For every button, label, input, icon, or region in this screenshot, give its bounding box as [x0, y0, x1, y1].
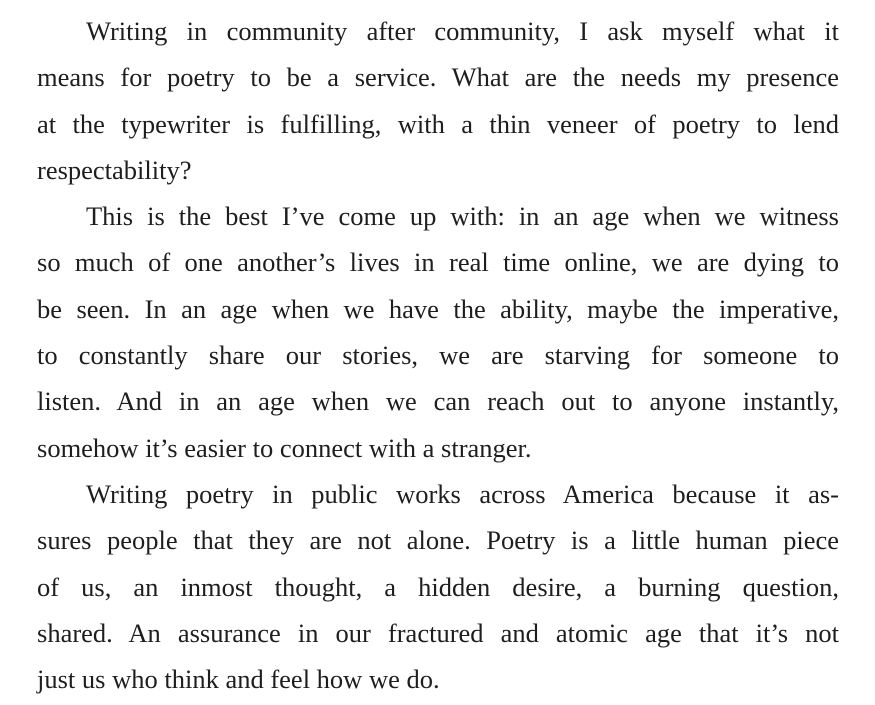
paragraph-line: to constantly share our stories, we are starving for someone to — [37, 340, 839, 371]
paragraph-3 — [37, 471, 839, 702]
paragraph-line: of us, an inmost thought, a hidden desire, a burning question, — [37, 571, 839, 602]
paragraph-line: respectability? — [37, 154, 192, 185]
paragraph-line: somehow it’s easier to connect with a stranger. — [37, 432, 532, 463]
paragraph-line: means for poetry to be a service. What are the needs my presence — [37, 62, 839, 93]
paragraph-line: at the typewriter is fulfilling, with a thin veneer of poetry to lend — [37, 108, 839, 139]
paragraph-line: just us who think and feel how we do. — [37, 664, 440, 695]
paragraph-1 — [37, 8, 839, 193]
paragraph-line: shared. An assurance in our fractured and atomic age that it’s not — [37, 617, 839, 648]
paragraph-line: be seen. In an age when we have the ability, maybe the imperative, — [37, 293, 839, 324]
paragraph-2 — [37, 193, 839, 471]
paragraph-line: This is the best I’ve come up with: in an age when we witness — [86, 201, 839, 232]
paragraph-line: listen. And in an age when we can reach out to anyone instantly, — [37, 386, 839, 417]
paragraph-line: Writing poetry in public works across America because it as- — [86, 478, 839, 509]
paragraph-line: so much of one another’s lives in real time online, we are dying to — [37, 247, 839, 278]
paragraph-line: Writing in community after community, I ask myself what it — [86, 16, 839, 46]
paragraph-line: sures people that they are not alone. Poetry is a little human piece — [37, 525, 839, 556]
